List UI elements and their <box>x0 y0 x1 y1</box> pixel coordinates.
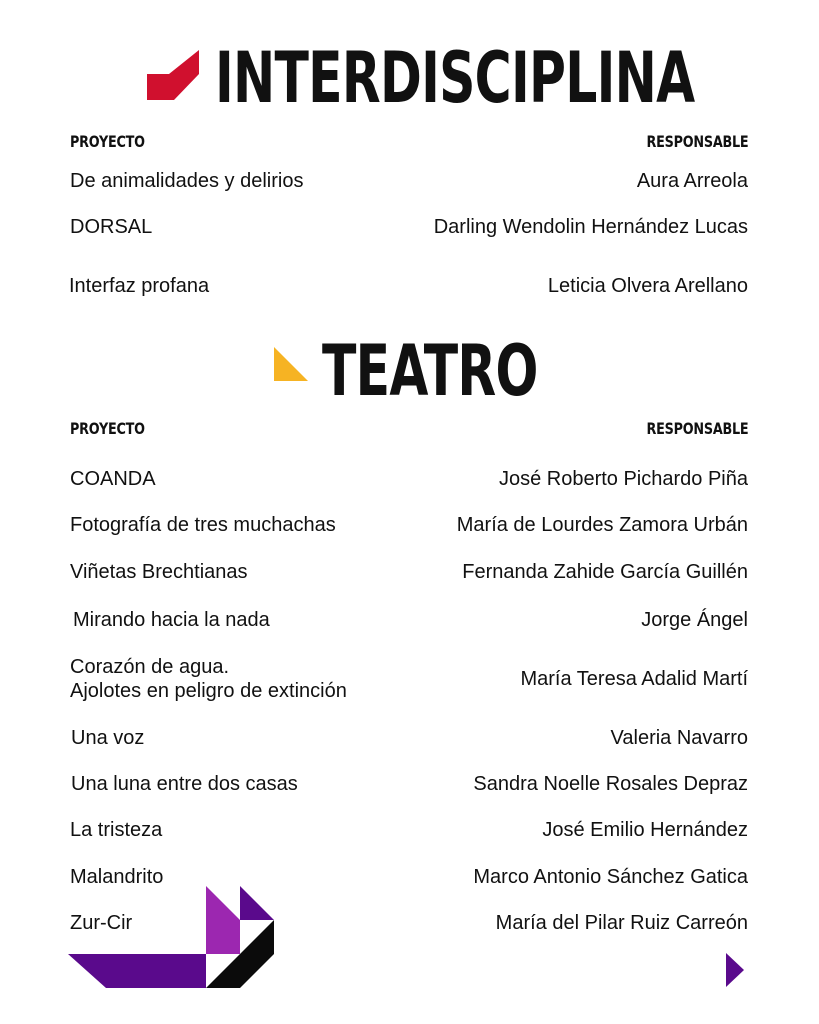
project-name: Fotografía de tres muchachas <box>70 514 336 536</box>
responsible-name: José Emilio Hernández <box>542 819 748 841</box>
project-name: COANDA <box>70 468 156 490</box>
responsible-name: Marco Antonio Sánchez Gatica <box>473 866 748 888</box>
project-name: Mirando hacia la nada <box>73 609 270 631</box>
yellow-triangle-icon <box>274 347 310 383</box>
responsible-name: María de Lourdes Zamora Urbán <box>456 514 748 536</box>
project-name-line-2: Ajolotes en peligro de extinción <box>70 680 347 702</box>
project-name: Una luna entre dos casas <box>71 773 298 795</box>
project-name: DORSAL <box>70 216 153 238</box>
column-header-responsible: RESPONSABLE <box>646 419 748 438</box>
project-name-line-1: Corazón de agua. <box>70 656 230 678</box>
responsible-name: Jorge Ángel <box>641 609 748 631</box>
next-arrow-icon <box>726 953 746 987</box>
section-title-teatro: TEATRO <box>322 330 538 412</box>
project-name: Malandrito <box>70 866 164 888</box>
responsible-name: Darling Wendolin Hernández Lucas <box>433 216 748 238</box>
responsible-name: María Teresa Adalid Martí <box>520 668 748 690</box>
section-title-interdisciplina: INTERDISCIPLINA <box>215 37 695 119</box>
project-name: Zur-Cir <box>70 912 133 934</box>
project-name: La tristeza <box>70 819 163 841</box>
table-row <box>0 655 819 703</box>
project-name: Viñetas Brechtianas <box>70 561 248 583</box>
responsible-name: Leticia Olvera Arellano <box>547 275 748 297</box>
responsible-name: José Roberto Pichardo Piña <box>498 468 748 490</box>
column-header-project: PROYECTO <box>70 419 145 438</box>
red-chevron-icon <box>147 48 201 102</box>
column-header-responsible: RESPONSABLE <box>646 132 748 151</box>
responsible-name: Valeria Navarro <box>610 727 748 749</box>
responsible-name: Fernanda Zahide García Guillén <box>462 561 748 583</box>
responsible-name: Sandra Noelle Rosales Depraz <box>473 773 748 795</box>
responsible-name: María del Pilar Ruiz Carreón <box>495 912 748 934</box>
responsible-name: Aura Arreola <box>636 170 748 192</box>
project-name: Interfaz profana <box>69 275 210 297</box>
project-name: De animalidades y delirios <box>70 170 304 192</box>
project-name: Una voz <box>71 727 145 749</box>
column-header-project: PROYECTO <box>70 132 145 151</box>
geometric-boat-graphic <box>66 882 278 990</box>
